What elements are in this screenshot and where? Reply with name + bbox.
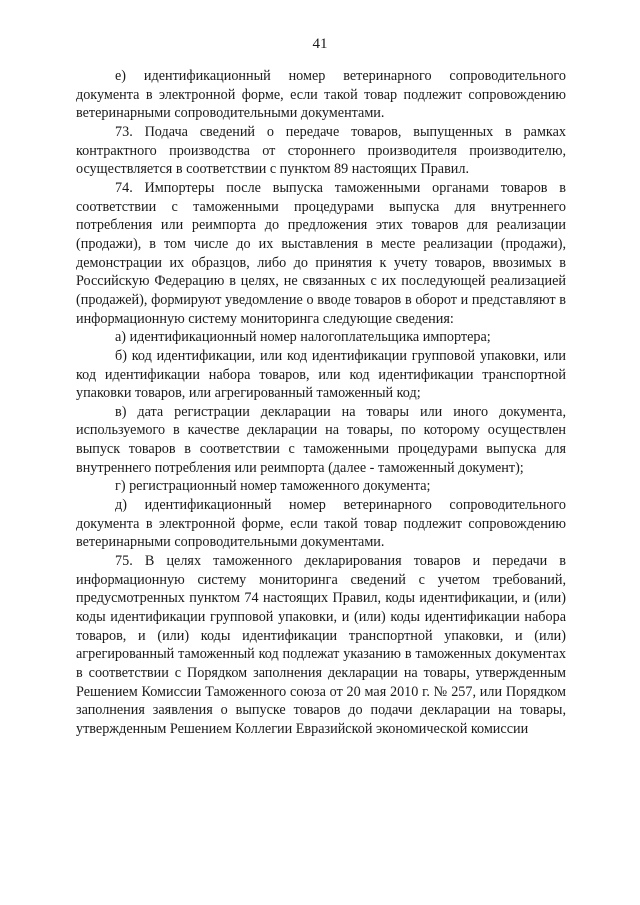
paragraph-item-a: а) идентификационный номер налогоплательщика импортера;	[115, 329, 491, 346]
paragraph-clause-75: 75. В целях таможенного декларирования товаров и передачи в информационную систему мониторинга сведений с учетом требований, предусмотренных пунктом 74 настоящих Правил, коды идентификации, и (или) коды идентификации групповой упаковки, и (или) коды идентификации набора товаров, и (или) коды идентификации транспортной упаковки, и (или) агрегированный таможенный код подлежат указанию в таможенных документах в соответствии с Порядком заполнения декларации на товары, утвержденным Решением Комиссии Таможенного союза от 20 мая 2010 г. № 257, или Порядком заполнения заявления о выпуске товаров до подачи декларации на товары, утвержденным Решением Коллегии Евразийской экономической комиссии	[76, 553, 566, 737]
paragraph-clause-73: 73. Подача сведений о передаче товаров, выпущенных в рамках контрактного производства от стороннего производителя производителю, осуществляется в соответствии с пунктом 89 настоящих Правил.	[76, 123, 566, 178]
paragraph-item-b: б) код идентификации, или код идентификации групповой упаковки, или код идентификации набора товаров, или код идентификации транспортной упаковки товаров, или агрегированный таможенный код;	[76, 347, 566, 402]
paragraph-clause-74: 74. Импортеры после выпуска таможенными органами товаров в соответствии с таможенными процедурами выпуска для внутреннего потребления или реимпорта до предложения этих товаров для реализации (продажи), в том числе до их выставления в месте реализации (продажи), демонстрации их образцов, либо до принятия к учету товаров, ввозимых в Российскую Федерацию в целях, не связанных с их последующей реализацией (продажей), формируют уведомление о вводе товаров в оборот и представляют в информационную систему мониторинга следующие сведения:	[76, 179, 566, 327]
paragraph-item-g: г) регистрационный номер таможенного документа;	[115, 478, 431, 495]
paragraph-item-e: е) идентификационный номер ветеринарного сопроводительного документа в электронной форме, если такой товар подлежит сопровождению ветеринарными сопроводительными документами.	[76, 68, 566, 122]
page-number: 41	[312, 36, 328, 52]
document-body	[76, 67, 566, 739]
paragraph-item-d: д) идентификационный номер ветеринарного сопроводительного документа в электронной форме, если такой товар подлежит сопровождению ветеринарными сопроводительными документами.	[76, 497, 566, 551]
paragraph-item-v: в) дата регистрации декларации на товары или иного документа, используемого в качестве декларации на товары, по которому осуществлен выпуск товаров в соответствии с таможенными процедурами выпуска для внутреннего потребления или реимпорта (далее - таможенный документ);	[76, 403, 566, 476]
